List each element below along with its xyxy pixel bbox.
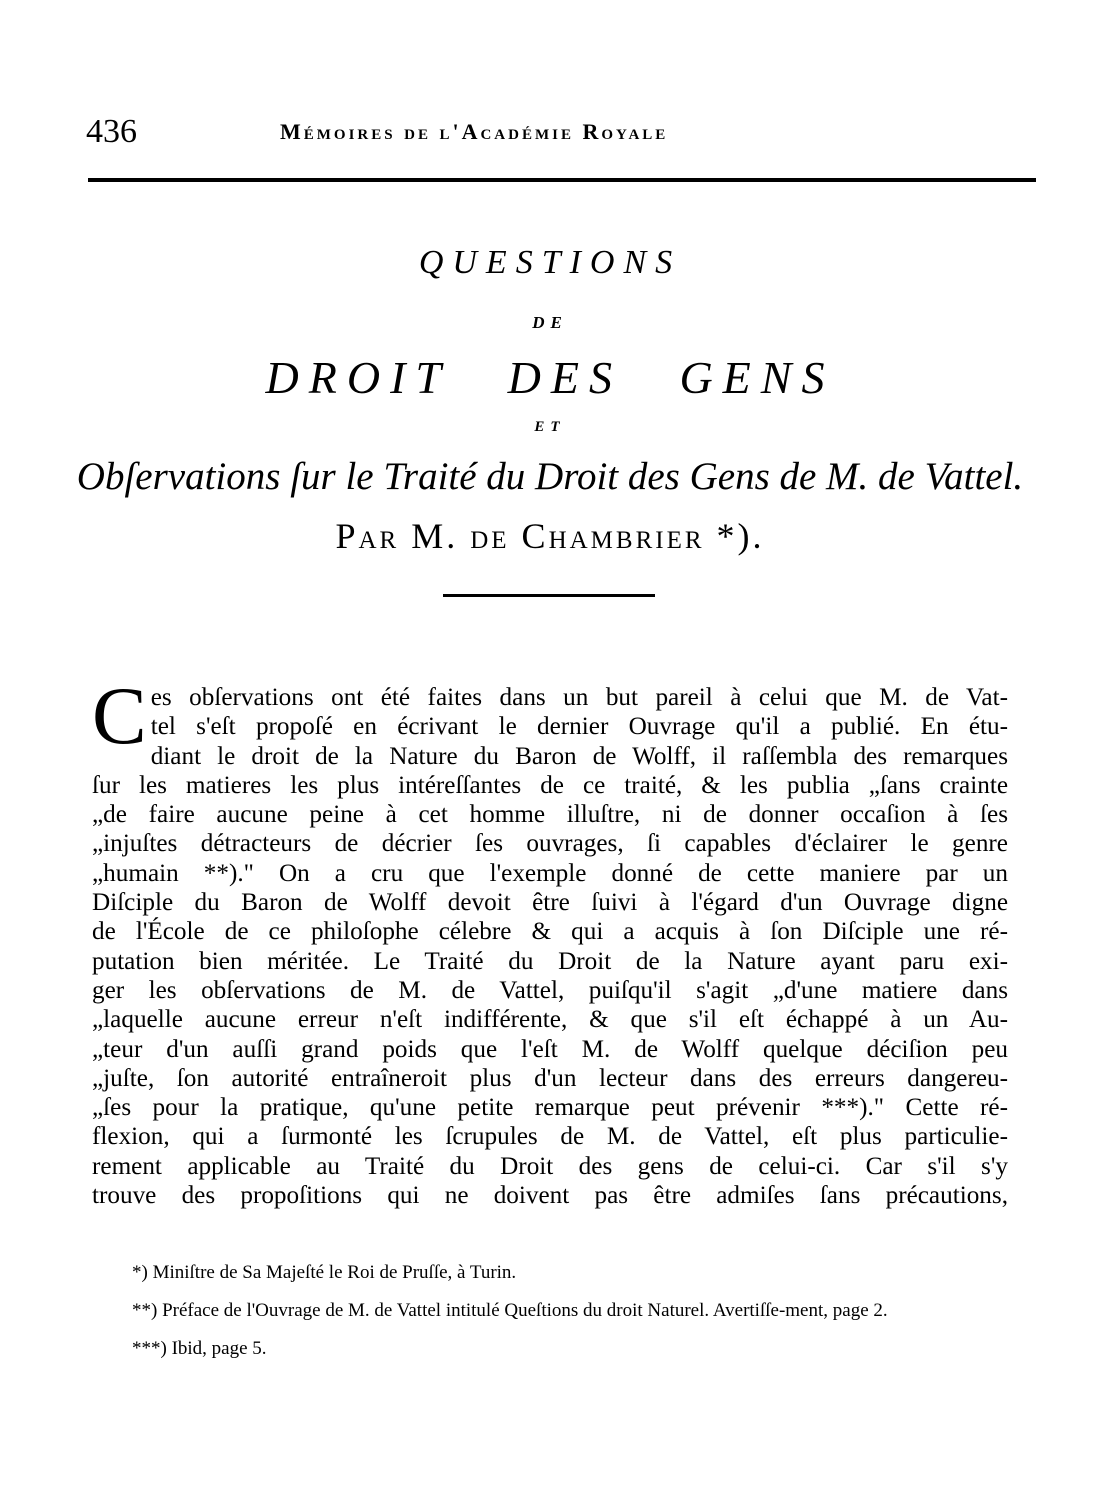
body-line: trouve des propoſitions qui ne doivent pas être admiſes ſans précautions, (92, 1182, 1008, 1210)
body-line: putation bien méritée. Le Traité du Droit de la Nature ayant paru exi- (92, 947, 1008, 975)
body-line: „injuſtes détracteurs de décrier ſes ouvrages, ſi capables d'éclairer le genre (92, 830, 1008, 858)
body-line: de l'École de ce philoſophe célebre & qui a acquis à ſon Diſciple une ré- (92, 918, 1008, 946)
dropcap: C (92, 670, 147, 761)
title-droit-des-gens: DROIT DES GENS (265, 352, 835, 403)
title-observations: Obſervations ſur le Traité du Droit des Gens de M. de Vattel. (76, 455, 1024, 498)
footnote: ***) Ibid, page 5. (132, 1338, 267, 1359)
running-head: Mémoires de l'Académie Royale (280, 119, 669, 144)
body-line: es obſervations ont été faites dans un but pareil à celui que M. de Vat- (150, 684, 1008, 711)
title-et: ET (534, 419, 566, 435)
body-line: rement applicable au Traité du Droit des gens de celui-ci. Car s'il s'y (92, 1152, 1008, 1180)
title-questions: QUESTIONS (418, 244, 682, 281)
body-line: diant le droit de la Nature du Baron de Wolff, il raſſembla des remarques (150, 742, 1008, 770)
title-author: Par M. de Chambrier *). (335, 516, 765, 556)
section-rule (443, 594, 655, 597)
body-line: „laquelle aucune erreur n'eſt indifférente, & que s'il eſt échappé à un Au- (92, 1006, 1008, 1034)
footnote: **) Préface de l'Ouvrage de M. de Vattel intitulé Queſtions du droit Naturel. Avertiſſe-ment, page 2. (132, 1300, 888, 1321)
body-line: ſur les matieres les plus intéreſſantes de ce traité, & les publia „ſans crainte (92, 771, 1008, 799)
body-text (92, 670, 1008, 1210)
body-line: „juſte, ſon autorité entraîneroit plus d'un lecteur dans des erreurs dangereu- (92, 1064, 1008, 1092)
footnotes (132, 1258, 1012, 1372)
title-de: DE (532, 313, 568, 332)
body-line: tel s'eſt propoſé en écrivant le dernier Ouvrage qu'il a publié. En étu- (150, 713, 1008, 741)
body-line: „ſes pour la pratique, qu'une petite remarque peut prévenir ***)." Cette ré- (92, 1094, 1008, 1122)
body-line: „humain **)." On a cru que l'exemple donné de cette maniere par un (92, 859, 1008, 887)
header-rule (88, 178, 1036, 182)
page-number: 436 (86, 113, 137, 150)
footnote: *) Miniſtre de Sa Majeſté le Roi de Pruſſe, à Turin. (132, 1262, 517, 1283)
body-line: „teur d'un auſſi grand poids que l'eſt M. de Wolff quelque déciſion peu (92, 1035, 1008, 1063)
body-line: Diſciple du Baron de Wolff devoit être ſuivi à l'égard d'un Ouvrage digne (92, 889, 1008, 917)
body-line: ger les obſervations de M. de Vattel, puiſqu'il s'agit „d'une matiere dans (92, 976, 1008, 1004)
body-line: „de faire aucune peine à cet homme illuſtre, ni de donner occaſion à ſes (92, 801, 1008, 829)
body-line: flexion, qui a ſurmonté les ſcrupules de M. de Vattel, eſt plus particulie- (92, 1123, 1008, 1151)
